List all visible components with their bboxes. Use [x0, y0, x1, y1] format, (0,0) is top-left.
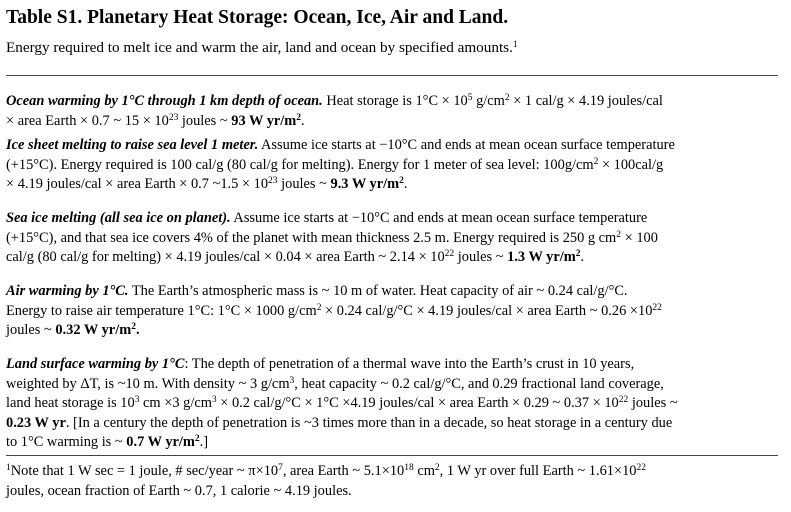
land-line-4 [6, 414, 786, 434]
seaice-section [6, 209, 786, 268]
exponent: 2 [593, 156, 599, 167]
exponent: 7 [278, 462, 283, 473]
table-title: Table S1. Planetary Heat Storage: Ocean, Ice, Air and Land. [6, 7, 509, 28]
exponent: 3 [211, 394, 217, 405]
air-text: Energy to raise air temperature 1°C: 1°C × 1000 g/cm [6, 302, 317, 319]
icesheet-line-2 [6, 156, 786, 176]
seaice-text: joules ~ [454, 249, 508, 266]
land-text: cm ×3 g/cm [139, 395, 212, 412]
exponent: 23 [268, 175, 278, 186]
land-text: weighted by ΔT, is ~10 m. With density ~ 3 g/cm [6, 375, 290, 392]
exponent: 2 [296, 112, 302, 123]
icesheet-text: joules ~ [277, 176, 331, 193]
seaice-text: . [580, 249, 585, 266]
air-heading: Air warming by 1°C. [6, 283, 129, 299]
seaice-text: Assume ice starts at −10°C and ends at mean ocean surface temperature [230, 210, 648, 226]
land-text: land heat storage is 10 [6, 395, 135, 412]
icesheet-section [6, 136, 786, 195]
subtitle-text: Energy required to melt ice and warm the air, land and ocean by specified amounts. [6, 39, 513, 56]
land-century-result: 0.7 W yr/m [126, 434, 195, 451]
icesheet-line-1 [6, 136, 786, 156]
footnote-text: , 1 W yr over full Earth ~ 1.61×10 [439, 463, 637, 479]
seaice-result: 1.3 W yr/m [507, 249, 576, 266]
land-line-3 [6, 394, 786, 414]
ocean-text: . [301, 112, 305, 129]
icesheet-line-3 [6, 175, 786, 195]
air-section [6, 282, 786, 341]
land-line-2 [6, 375, 786, 395]
top-rule [6, 75, 778, 76]
exponent: 2 [131, 321, 136, 332]
exponent: 2 [399, 175, 404, 186]
air-text: . [135, 322, 140, 339]
air-line-2 [6, 302, 786, 322]
footnote-text: Note that 1 W sec = 1 joule, # sec/year ~ π×10 [10, 463, 279, 479]
land-text: , heat capacity ~ 0.2 cal/g/°C, and 0.29 fractional land coverage, [294, 375, 664, 392]
land-text: × 0.2 cal/g/°C × 1°C ×4.19 joules/cal × area Earth × 0.29 ~ 0.37 × 10 [216, 395, 619, 412]
exponent: 22 [444, 248, 455, 259]
seaice-heading: Sea ice melting (all sea ice on planet). [6, 210, 231, 226]
footnote-line-1 [6, 461, 786, 481]
exponent: 22 [636, 462, 646, 473]
icesheet-result: 9.3 W yr/m [330, 176, 400, 193]
exponent: 3 [134, 394, 140, 405]
footnote-line-2: joules, ocean fraction of Earth ~ 0.7, 1 calorie ~ 4.19 joules. [6, 483, 352, 499]
icesheet-text: Assume ice starts at −10°C and ends at mean ocean surface temperature [258, 137, 675, 153]
exponent: 2 [575, 248, 581, 259]
icesheet-text: (+15°C). Energy required is 100 cal/g (80 cal/g for melting). Energy for 1 meter of sea level: 100g/cm [6, 156, 594, 173]
ocean-heading: Ocean warming by 1°C through 1 km depth of ocean. [6, 93, 323, 109]
seaice-line-3 [6, 248, 786, 268]
icesheet-text: × 100cal/g [598, 156, 664, 173]
exponent: 23 [168, 112, 179, 123]
footnote-text: , area Earth ~ 5.1×10 [282, 463, 405, 479]
exponent: 2 [504, 92, 510, 103]
footnote-text: cm [413, 463, 435, 479]
land-result: 0.23 W yr [6, 414, 66, 431]
seaice-text: × 100 [621, 229, 658, 246]
air-result: 0.32 W yr/m [55, 322, 132, 339]
icesheet-text: . [403, 176, 408, 193]
seaice-text: (+15°C), and that sea ice covers 4% of the planet with mean thickness 2.5 m. Energy required is 250 g cm [6, 229, 617, 246]
ocean-text: g/cm [472, 93, 505, 109]
exponent: 22 [618, 394, 629, 405]
bottom-rule [6, 455, 778, 456]
exponent: 2 [616, 229, 622, 240]
exponent: 18 [404, 462, 414, 473]
land-heading: Land surface warming by 1°C [6, 356, 185, 372]
exponent: 22 [652, 302, 662, 313]
air-text: × 0.24 cal/g/°C × 4.19 joules/cal × area Earth ~ 0.26 ×10 [321, 302, 653, 319]
seaice-line-2 [6, 229, 786, 249]
land-line-5 [6, 433, 786, 453]
ocean-text: × 1 cal/g × 4.19 joules/cal [509, 93, 663, 109]
land-text: .] [199, 434, 209, 451]
ocean-text: joules ~ [178, 112, 232, 129]
air-text: The Earth’s atmospheric mass is ~ 10 m of water. Heat capacity of air ~ 0.24 cal/g/°C. [128, 283, 628, 299]
ocean-result: 93 W yr/m [231, 112, 297, 129]
seaice-line-1 [6, 209, 786, 229]
land-text: to 1°C warming is ~ [6, 434, 127, 451]
air-line-3 [6, 321, 786, 341]
ocean-line-1 [6, 92, 786, 112]
exponent: 3 [289, 375, 295, 386]
ocean-text: × area Earth × 0.7 ~ 15 × 10 [6, 112, 169, 129]
table-subtitle [6, 38, 782, 58]
land-line-1 [6, 355, 786, 375]
air-text: joules ~ [6, 322, 56, 339]
air-line-1 [6, 282, 786, 302]
exponent: 2 [434, 462, 440, 473]
exponent: 2 [194, 434, 200, 445]
land-text: joules ~ [628, 395, 678, 412]
footnote-mark: 1 [6, 462, 11, 473]
land-text: . [In a century the depth of penetration is ~3 times more than in a decade, so heat storage in a century due [65, 414, 673, 431]
ocean-text: Heat storage is 1°C × 10 [322, 93, 468, 109]
seaice-text: cal/g (80 cal/g for melting) × 4.19 joules/cal × 0.04 × area Earth ~ 2.14 × 10 [6, 249, 445, 266]
icesheet-text: × 4.19 joules/cal × area Earth × 0.7 ~1.5 × 10 [6, 176, 269, 193]
ocean-line-2 [6, 112, 786, 132]
exponent: 2 [316, 302, 322, 313]
footnote-ref: 1 [512, 39, 518, 50]
icesheet-heading: Ice sheet melting to raise sea level 1 meter. [6, 137, 259, 153]
land-text: : The depth of penetration of a thermal wave into the Earth’s crust in 10 years, [184, 356, 635, 372]
ocean-section [6, 92, 786, 131]
footnote [6, 461, 786, 501]
land-section [6, 355, 786, 453]
exponent: 5 [467, 92, 473, 103]
